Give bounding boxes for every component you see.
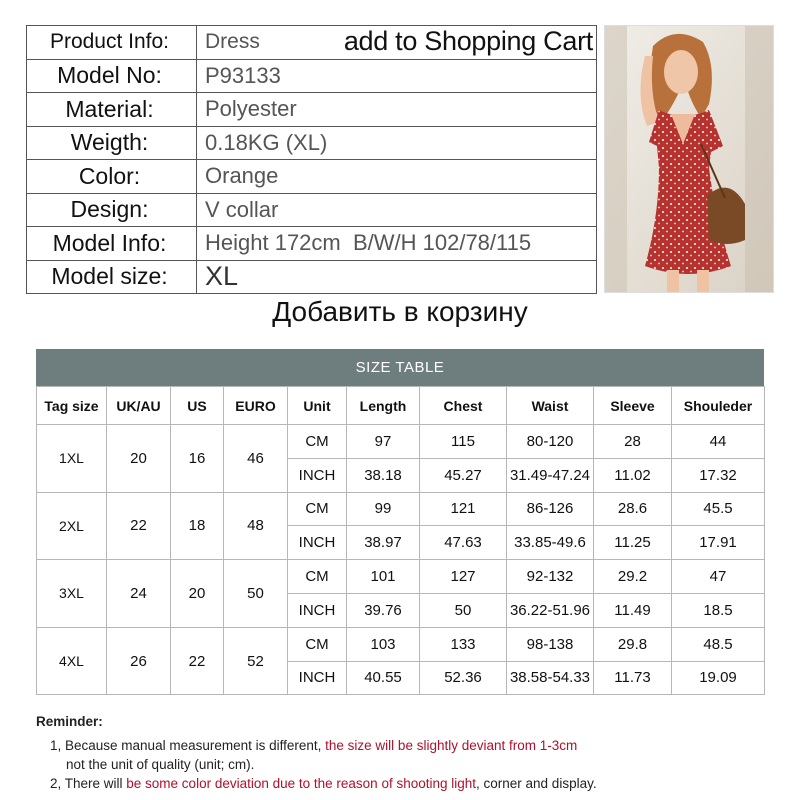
- euro-size-cell: 48: [224, 492, 288, 560]
- add-to-cart-ru-link[interactable]: Добавить в корзину: [272, 296, 528, 327]
- header-length: Length: [347, 387, 420, 425]
- info-row-weight: [27, 126, 597, 160]
- reminder-line-2: [36, 774, 776, 793]
- us-size-cell: 18: [171, 492, 224, 560]
- info-row-color: [27, 160, 597, 194]
- shoulder-cell: 17.91: [672, 526, 765, 560]
- euro-size-cell: 46: [224, 425, 288, 493]
- uk-size-cell: 26: [107, 627, 171, 695]
- info-row-model-no: [27, 59, 597, 93]
- info-row-model-info: [27, 227, 597, 261]
- shoulder-cell: 44: [672, 425, 765, 459]
- product-info-table: [26, 25, 597, 294]
- info-row-design: [27, 193, 597, 227]
- shoulder-cell: 48.5: [672, 627, 765, 661]
- model-illustration: [605, 26, 774, 293]
- length-cell: 103: [347, 627, 420, 661]
- chest-cell: 121: [420, 492, 507, 526]
- length-cell: 38.97: [347, 526, 420, 560]
- reminder-title: Reminder:: [36, 714, 103, 729]
- uk-size-cell: 24: [107, 560, 171, 628]
- sleeve-cell: 29.8: [594, 627, 672, 661]
- reminder-text: 2, There will: [50, 776, 127, 791]
- product-type-value: Dress: [205, 30, 260, 54]
- header-uk-au: UK/AU: [107, 387, 171, 425]
- info-row-model-size: [27, 260, 597, 294]
- shoulder-cell: 19.09: [672, 661, 765, 695]
- size-table: [36, 386, 765, 695]
- sleeve-cell: 11.25: [594, 526, 672, 560]
- reminder-text: , corner and display.: [476, 776, 597, 791]
- info-label: Product Info:: [27, 26, 197, 60]
- reminder-highlight: be some color deviation due to the reason of shooting light: [126, 776, 477, 791]
- sleeve-cell: 11.49: [594, 593, 672, 627]
- size-row-cm: [37, 627, 765, 661]
- info-label: Model size:: [27, 260, 197, 294]
- unit-cell: INCH: [288, 526, 347, 560]
- waist-cell: 31.49-47.24: [507, 458, 594, 492]
- us-size-cell: 22: [171, 627, 224, 695]
- waist-cell: 92-132: [507, 560, 594, 594]
- waist-cell: 33.85-49.6: [507, 526, 594, 560]
- unit-cell: CM: [288, 492, 347, 526]
- header-waist: Waist: [507, 387, 594, 425]
- tag-size-cell: 4XL: [37, 627, 107, 695]
- info-label: Weigth:: [27, 126, 197, 160]
- length-cell: 40.55: [347, 661, 420, 695]
- reminder-line-1: [36, 736, 776, 755]
- unit-cell: CM: [288, 627, 347, 661]
- unit-cell: CM: [288, 560, 347, 594]
- unit-cell: INCH: [288, 661, 347, 695]
- waist-cell: 86-126: [507, 492, 594, 526]
- product-photo: [604, 25, 774, 293]
- add-to-cart-link[interactable]: add to Shopping Cart: [343, 26, 593, 56]
- us-size-cell: 16: [171, 425, 224, 493]
- header-us: US: [171, 387, 224, 425]
- chest-cell: 115: [420, 425, 507, 459]
- shoulder-cell: 45.5: [672, 492, 765, 526]
- header-chest: Chest: [420, 387, 507, 425]
- info-row-material: [27, 93, 597, 127]
- sleeve-cell: 11.02: [594, 458, 672, 492]
- us-size-cell: 20: [171, 560, 224, 628]
- chest-cell: 47.63: [420, 526, 507, 560]
- reminder-highlight: the size will be slightly deviant from 1-3cm: [325, 738, 578, 753]
- euro-size-cell: 52: [224, 627, 288, 695]
- length-cell: 97: [347, 425, 420, 459]
- length-cell: 38.18: [347, 458, 420, 492]
- info-value: P93133: [197, 59, 597, 93]
- info-label: Model No:: [27, 59, 197, 93]
- uk-size-cell: 22: [107, 492, 171, 560]
- info-value: [197, 26, 597, 60]
- info-label: Color:: [27, 160, 197, 194]
- chest-cell: 50: [420, 593, 507, 627]
- chest-cell: 45.27: [420, 458, 507, 492]
- size-row-cm: [37, 492, 765, 526]
- sleeve-cell: 29.2: [594, 560, 672, 594]
- info-value: 0.18KG (XL): [197, 126, 597, 160]
- tag-size-cell: 1XL: [37, 425, 107, 493]
- unit-cell: CM: [288, 425, 347, 459]
- reminder-section: [36, 714, 776, 793]
- sleeve-cell: 28: [594, 425, 672, 459]
- length-cell: 99: [347, 492, 420, 526]
- info-label: Material:: [27, 93, 197, 127]
- tag-size-cell: 3XL: [37, 560, 107, 628]
- waist-cell: 38.58-54.33: [507, 661, 594, 695]
- info-value: V collar: [197, 193, 597, 227]
- info-label: Model Info:: [27, 227, 197, 261]
- header-tag-size: Tag size: [37, 387, 107, 425]
- chest-cell: 52.36: [420, 661, 507, 695]
- tag-size-cell: 2XL: [37, 492, 107, 560]
- info-value: Polyester: [197, 93, 597, 127]
- shoulder-cell: 17.32: [672, 458, 765, 492]
- size-table-title: SIZE TABLE: [36, 349, 764, 386]
- header-shoulder: Shouleder: [672, 387, 765, 425]
- waist-cell: 36.22-51.96: [507, 593, 594, 627]
- sleeve-cell: 11.73: [594, 661, 672, 695]
- info-row-product: [27, 26, 597, 60]
- euro-size-cell: 50: [224, 560, 288, 628]
- unit-cell: INCH: [288, 593, 347, 627]
- size-row-cm: [37, 560, 765, 594]
- length-cell: 101: [347, 560, 420, 594]
- reminder-line-1-cont: not the unit of quality (unit; cm).: [66, 757, 255, 772]
- shoulder-cell: 47: [672, 560, 765, 594]
- info-label: Design:: [27, 193, 197, 227]
- header-unit: Unit: [288, 387, 347, 425]
- header-sleeve: Sleeve: [594, 387, 672, 425]
- size-row-cm: [37, 425, 765, 459]
- info-value: Height 172cm B/W/H 102/78/115: [197, 227, 597, 261]
- chest-cell: 133: [420, 627, 507, 661]
- length-cell: 39.76: [347, 593, 420, 627]
- chest-cell: 127: [420, 560, 507, 594]
- sleeve-cell: 28.6: [594, 492, 672, 526]
- info-value: Orange: [197, 160, 597, 194]
- unit-cell: INCH: [288, 458, 347, 492]
- waist-cell: 80-120: [507, 425, 594, 459]
- size-table-header: [37, 387, 765, 425]
- uk-size-cell: 20: [107, 425, 171, 493]
- info-value: XL: [197, 260, 597, 294]
- header-euro: EURO: [224, 387, 288, 425]
- waist-cell: 98-138: [507, 627, 594, 661]
- reminder-text: 1, Because manual measurement is different,: [50, 738, 326, 753]
- shoulder-cell: 18.5: [672, 593, 765, 627]
